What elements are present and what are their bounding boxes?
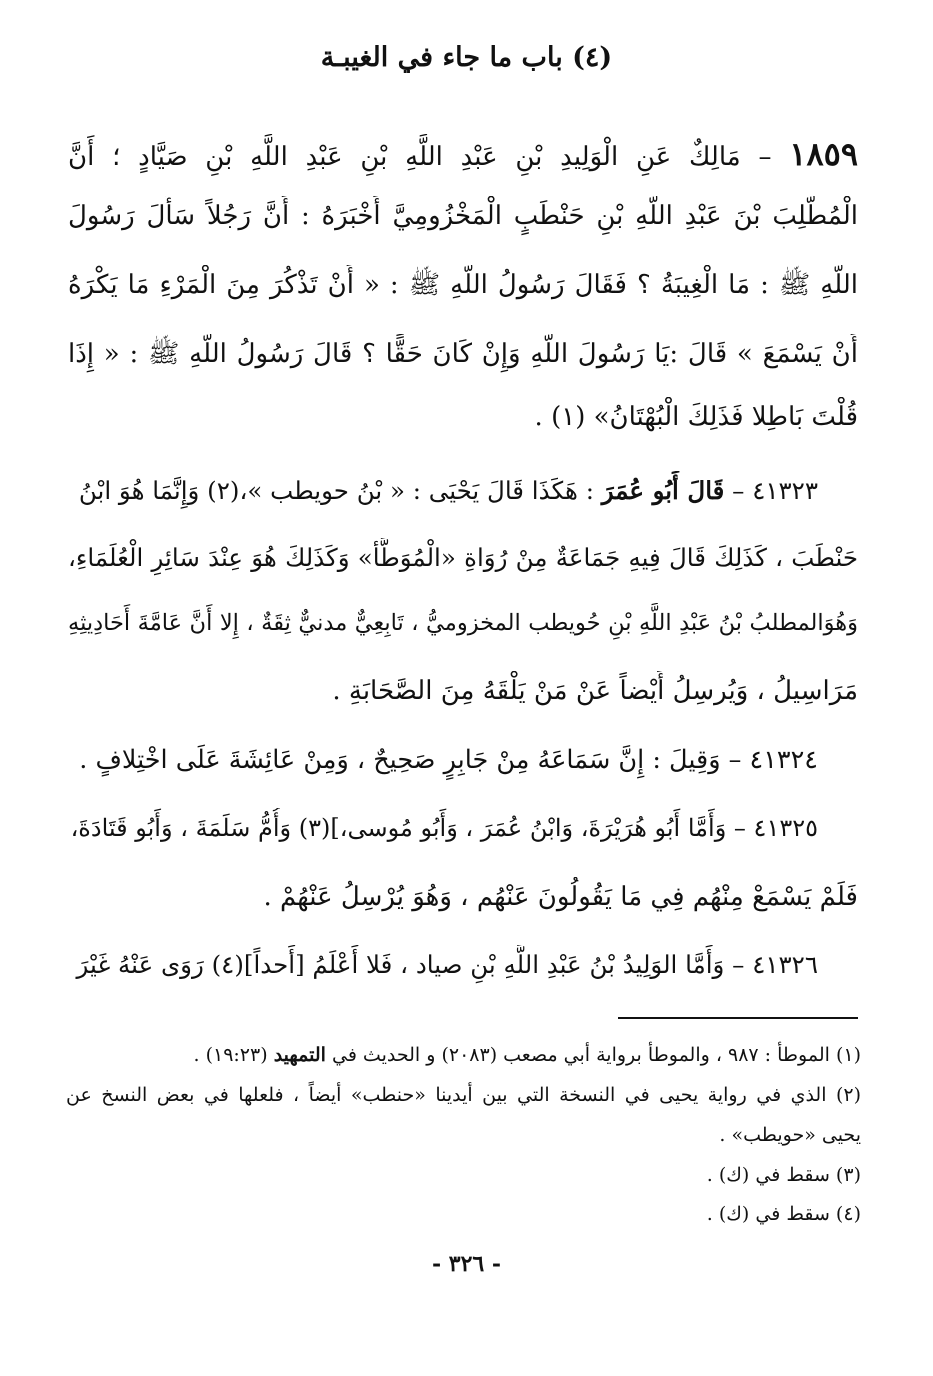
speaker-label: قَالَ أَبُو عُمَرَ	[601, 476, 725, 505]
commentary-line: وَهُوَالمطلبُ بْنُ عَبْدِ اللَّهِ بْنِ حُويطب المخزوميُّ ، تَابِعِيٌّ مدنيٌّ ثِقَةٌ ، إِلا أَنَّ عَامَّةَ أَحَادِيثِهِ	[68, 610, 858, 636]
commentary-line: حَنْطَبَ ، كَذَلِكَ قَالَ فِيهِ جَمَاعَةٌ مِنْ رُوَاةِ «الْمُوَطَّأ» وَكَذَلِكَ هُوَ عِنْدَ سَائِرِ الْعُلَمَاءِ،	[68, 543, 858, 572]
hadith-line: أَنْ يَسْمَعَ » قَالَ :يَا رَسُولَ اللَّهِ وَإِنْ كَانَ حَقًّا ؟ قَالَ رَسُولُ اللَّهِ ﷺ : « إِذَا	[68, 339, 858, 369]
hadith-line	[68, 134, 858, 178]
commentary-text: – وَأَمَّا أَبُو هُرَيْرَةَ، وَابْنُ عُمَرَ ، وَأَبُو مُوسى،](٣) وَأُمُّ سَلَمَةَ ، وَأَبُو قَتَادَةَ،	[70, 814, 754, 842]
commentary-line	[68, 808, 818, 852]
commentary-line: ٤١٣٢٣ – قَالَ أَبُو عُمَرَ : هَكَذَا قَالَ يَحْيَى : « بْنُ حويطب »،(٢) وَإِنَّمَا هُوَ ابْنُ	[78, 476, 818, 505]
page-number: - ٣٢٦ -	[431, 1251, 502, 1277]
paragraph-number: ٤١٣٢٣	[752, 476, 818, 505]
hadith-text: – مَالِكٌ عَنِ الْوَلِيدِ بْنِ عَبْدِ اللَّهِ بْنِ عَبْدِ اللَّهِ بْنِ صَيَّادٍ ؛ أَنَّ	[68, 142, 790, 172]
commentary-line: فَلَمْ يَسْمَعْ مِنْهُم فِي مَا يَقُولُونَ عَنْهُم ، وَهُوَ يُرْسِلُ عَنْهُمْ .	[263, 882, 858, 912]
footnote: (٣) سقط في (ك) .	[706, 1164, 861, 1186]
footnote-separator	[618, 1017, 858, 1019]
commentary-text: – وَأَمَّا الوَلِيدُ بْنُ عَبْدِ اللَّهِ بْنِ صياد ، فَلا أَعْلَمُ [أَحداً](٤) رَوَى عَنْهُ غَيْرَ	[76, 950, 753, 979]
chapter-title: (٤) باب ما جاء في الغيبـة	[320, 42, 613, 73]
commentary-text: – وَقِيلَ : إِنَّ سَمَاعَهُ مِنْ جَابِرٍ صَحِيحٌ ، وَمِنْ عَائِشَةَ عَلَى اخْتِلافٍ .	[79, 745, 750, 775]
hadith-line: الْمُطَّلِبَ بْنَ عَبْدِ اللَّهِ بْنِ حَنْطَبٍ الْمَخْزُومِيَّ أَخْبَرَهُ : أَنَّ رَجُلاً سَأَلَ رَسُولَ	[68, 201, 858, 231]
paragraph-number: ٤١٣٢٦	[752, 950, 818, 979]
hadith-line: اللَّهِ ﷺ : مَا الْغِيبَةُ ؟ فَقَالَ رَسُولُ اللَّهِ ﷺ : « أَنْ تَذْكُرَ مِنَ الْمَرْءِ مَا يَكْرَهُ	[68, 270, 858, 300]
footnote: (٢) الذي في رواية يحيى في النسخة التي بين أيدينا «حنطب» أيضاً ، فلعلها في بعض النسخ عن	[66, 1084, 861, 1106]
footnote: (٤) سقط في (ك) .	[706, 1203, 861, 1225]
hadith-line: قُلْتَ بَاطِلا فَذَلِكَ الْبُهْتَانُ» (١) .	[534, 402, 858, 432]
hadith-number: ١٨٥٩	[789, 135, 858, 173]
paragraph-number: ٤١٣٢٥	[753, 814, 818, 842]
commentary-line	[68, 945, 818, 989]
footnote-continuation: يحيى «حويطب» .	[719, 1124, 861, 1146]
commentary-line: مَرَاسِيلُ ، وَيُرسِلُ أَيْضاً عَنْ مَنْ يَلْقَهُ مِنَ الصَّحَابَةِ .	[332, 676, 858, 706]
paragraph-number: ٤١٣٢٤	[749, 745, 818, 775]
book-title: التمهيد	[273, 1044, 326, 1066]
commentary-line	[68, 740, 818, 784]
commentary-text: : هَكَذَا قَالَ يَحْيَى : « بْنُ حويطب »،(٢) وَإِنَّمَا هُوَ ابْنُ	[78, 476, 602, 505]
footnote: (١) الموطأ : ٩٨٧ ، والموطأ برواية أبي مصعب (٢٠٨٣) و الحديث في التمهيد (١٩:٢٣) .	[193, 1044, 861, 1066]
